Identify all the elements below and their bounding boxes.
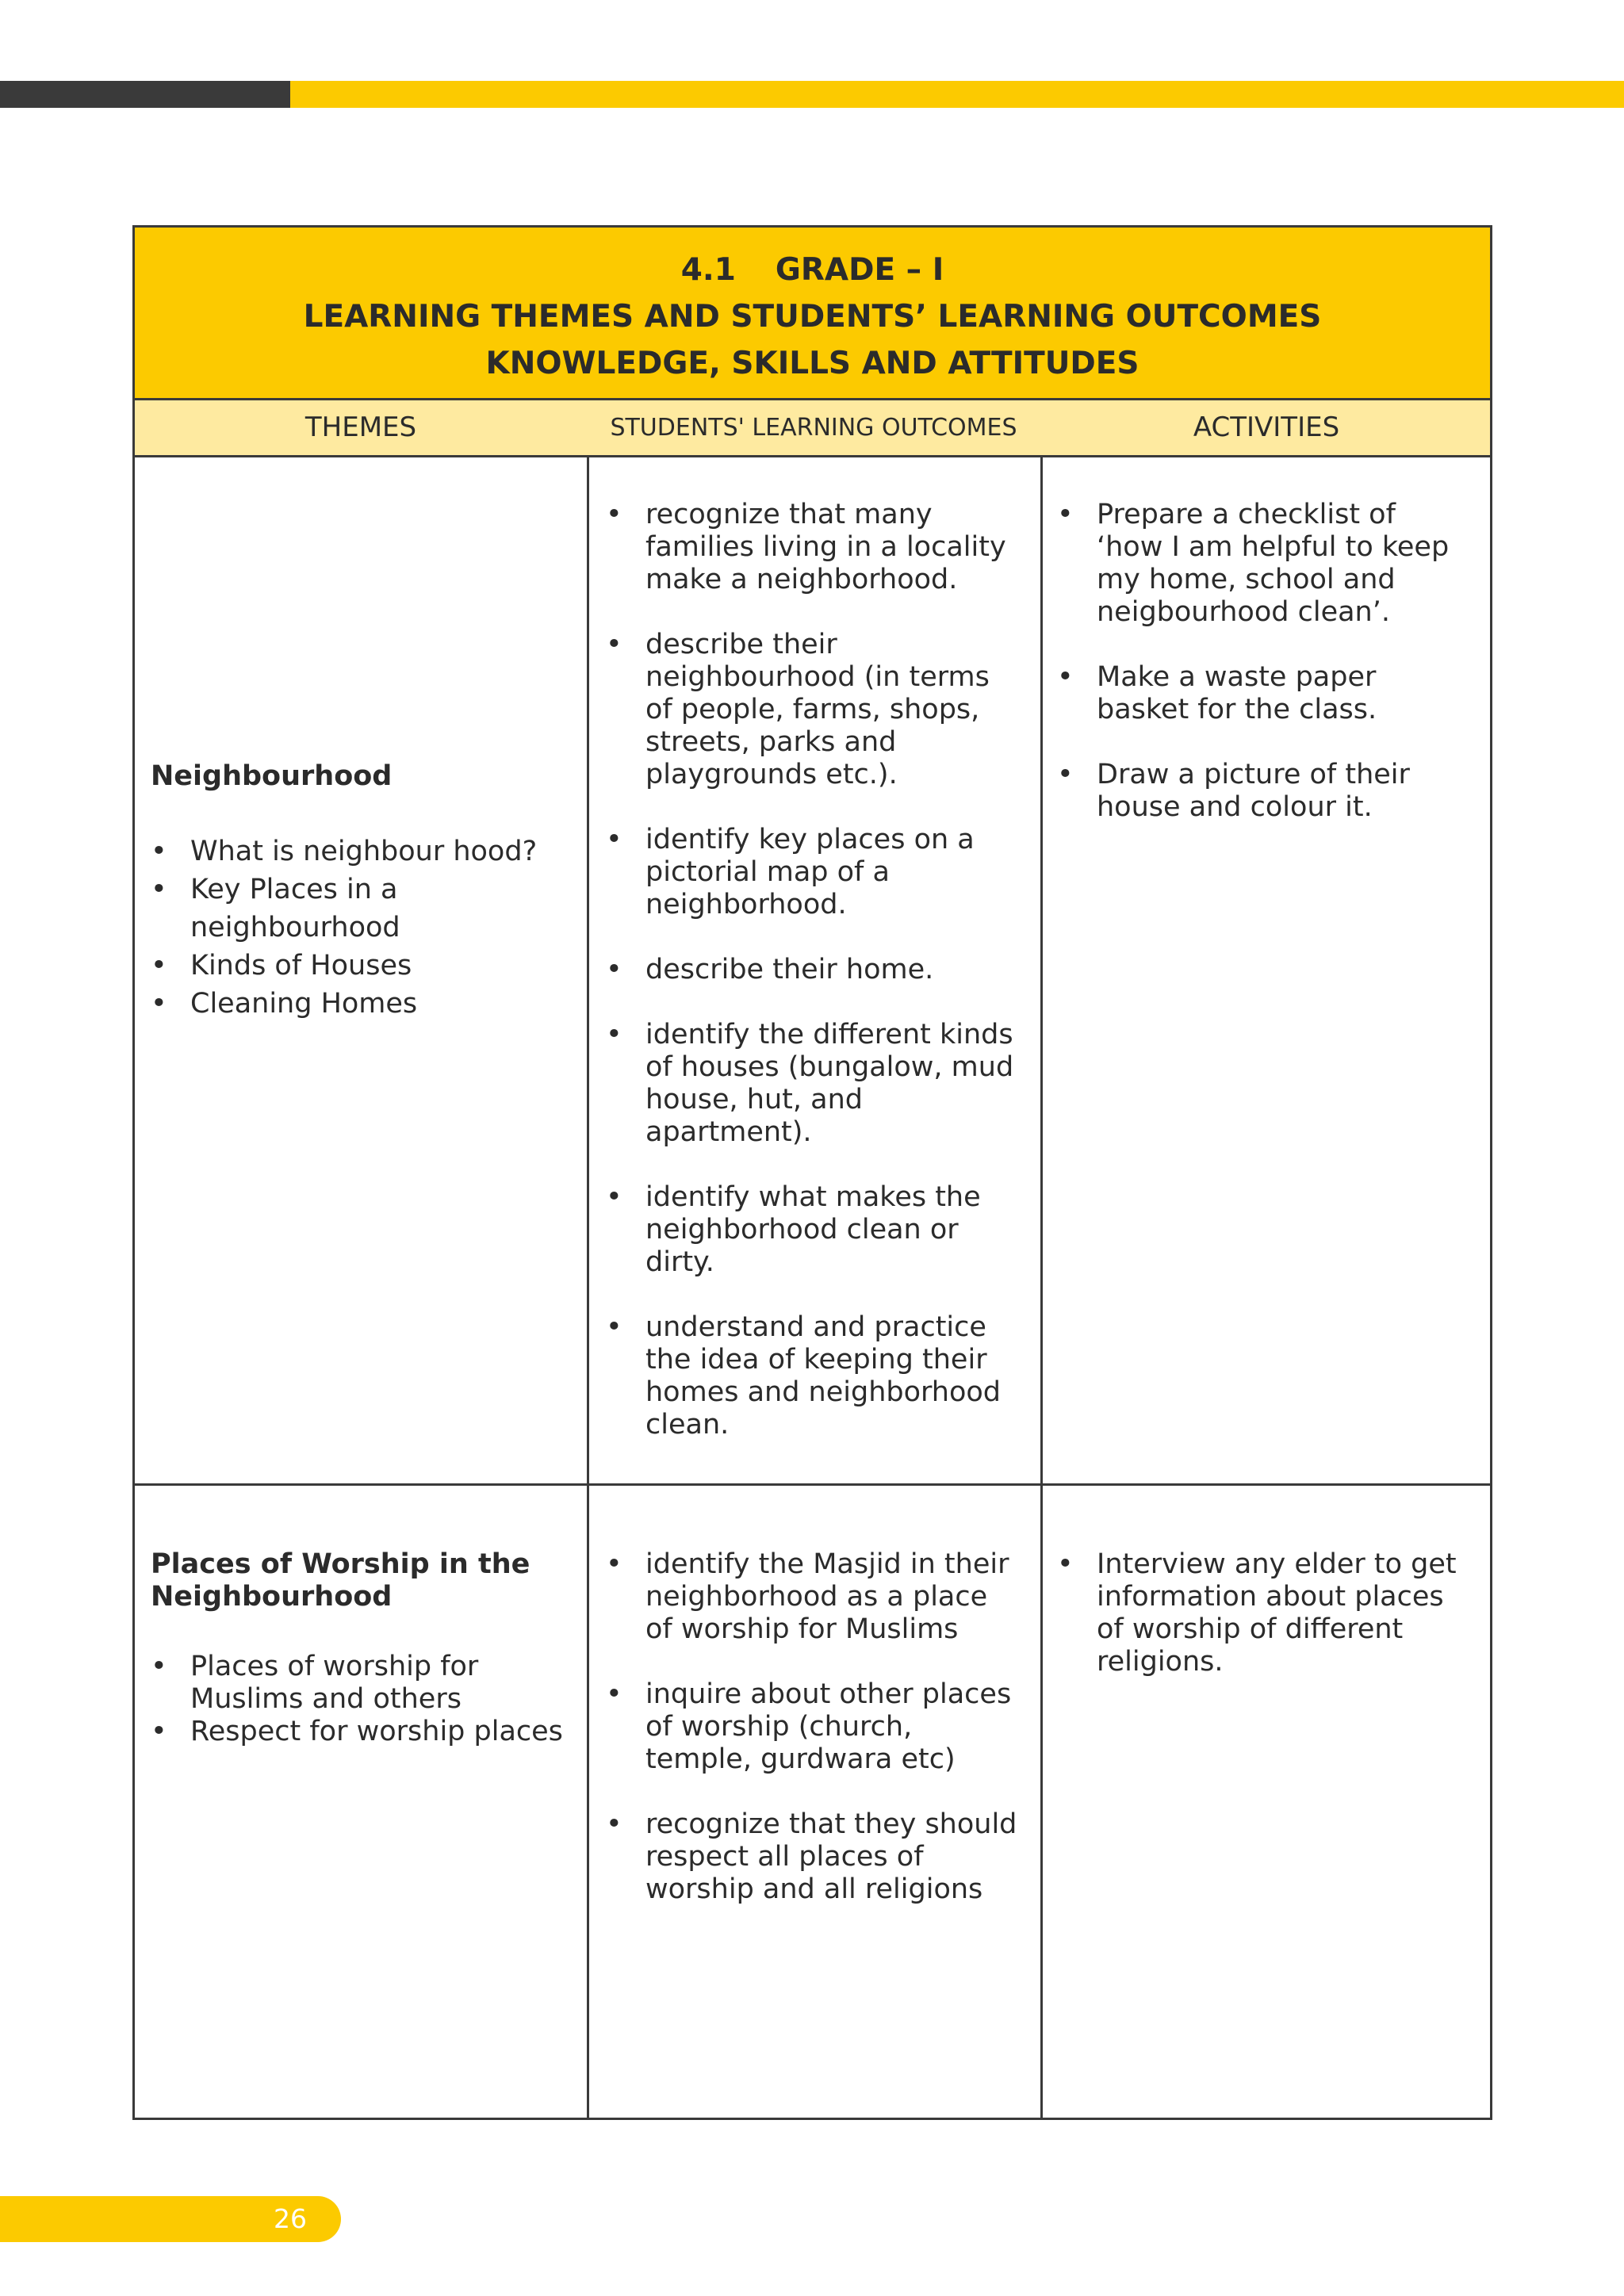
column-divider <box>1040 457 1043 2120</box>
activities-list <box>1057 1548 1469 1678</box>
column-header-row <box>135 400 1490 457</box>
theme-items-list <box>151 1651 571 1748</box>
theme-item: • Key Places in a neighbourhood <box>151 871 571 947</box>
activities-cell <box>1057 499 1469 824</box>
outcome-item: • recognize that many families living in a locality make a neighborhood. <box>606 499 1018 596</box>
activity-item: • Interview any elder to get information about places of worship of different religions. <box>1057 1548 1469 1678</box>
theme-item: • What is neighbour hood? <box>151 832 571 871</box>
outcome-item: • identify key places on a pictorial map of a neighborhood. <box>606 824 1018 921</box>
title-line-grade <box>135 251 1490 289</box>
outcomes-cell <box>606 1548 1018 1906</box>
outcomes-list <box>606 1548 1018 1906</box>
section-number: 4.1 <box>680 252 736 288</box>
outcomes-cell <box>606 499 1018 1441</box>
outcome-item: • identify what makes the neighborhood clean or dirty. <box>606 1181 1018 1279</box>
activities-list <box>1057 499 1469 824</box>
column-divider <box>587 457 589 2120</box>
page-number: 26 <box>274 2203 307 2234</box>
theme-cell-places-of-worship <box>151 1548 571 1748</box>
activity-item: • Prepare a checklist of ‘how I am helpful to keep my home, school and neigbourhood clean’. <box>1057 499 1469 629</box>
theme-item: • Kinds of Houses <box>151 947 571 985</box>
column-header-activities: ACTIVITIES <box>1193 411 1340 443</box>
grade-title: GRADE – I <box>775 252 944 288</box>
title-line-knowledge: KNOWLEDGE, SKILLS AND ATTITUDES <box>485 346 1139 381</box>
theme-items-list <box>151 832 571 1023</box>
outcome-item: • identify the different kinds of houses (bungalow, mud house, hut, and apartment). <box>606 1019 1018 1149</box>
outcome-item: • describe their neighbourhood (in terms of people, farms, shops, streets, parks and playgrounds etc.). <box>606 629 1018 791</box>
theme-cell-neighbourhood <box>151 760 571 1023</box>
activity-item: • Draw a picture of their house and colour it. <box>1057 759 1469 824</box>
outcome-item: • inquire about other places of worship (church, temple, gurdwara etc) <box>606 1678 1018 1776</box>
theme-item: • Places of worship for Muslims and others <box>151 1651 571 1716</box>
outcome-item: • describe their home. <box>606 954 1018 986</box>
outcome-item: • identify the Masjid in their neighborhood as a place of worship for Muslims <box>606 1548 1018 1646</box>
column-header-outcomes: STUDENTS' LEARNING OUTCOMES <box>610 414 1017 442</box>
top-bar-dark-segment <box>0 81 290 108</box>
outcomes-list <box>606 499 1018 1441</box>
activities-cell <box>1057 1548 1469 1678</box>
activity-item: • Make a waste paper basket for the class. <box>1057 661 1469 726</box>
curriculum-table <box>132 225 1492 2120</box>
theme-item: • Cleaning Homes <box>151 985 571 1023</box>
column-header-themes: THEMES <box>304 411 417 443</box>
theme-item: • Respect for worship places <box>151 1716 571 1748</box>
page-number-badge <box>0 2196 341 2242</box>
top-bar-yellow-segment <box>290 81 1624 108</box>
outcome-item: • recognize that they should respect all places of worship and all religions <box>606 1808 1018 1906</box>
theme-title: Neighbourhood <box>151 760 393 792</box>
table-title-block <box>135 228 1490 400</box>
title-line-themes: LEARNING THEMES AND STUDENTS’ LEARNING OUTCOMES <box>303 299 1322 335</box>
row-divider <box>135 1483 1490 1486</box>
outcome-item: • understand and practice the idea of keeping their homes and neighborhood clean. <box>606 1311 1018 1441</box>
theme-title: Places of Worship in the Neighbourhood <box>151 1548 530 1613</box>
